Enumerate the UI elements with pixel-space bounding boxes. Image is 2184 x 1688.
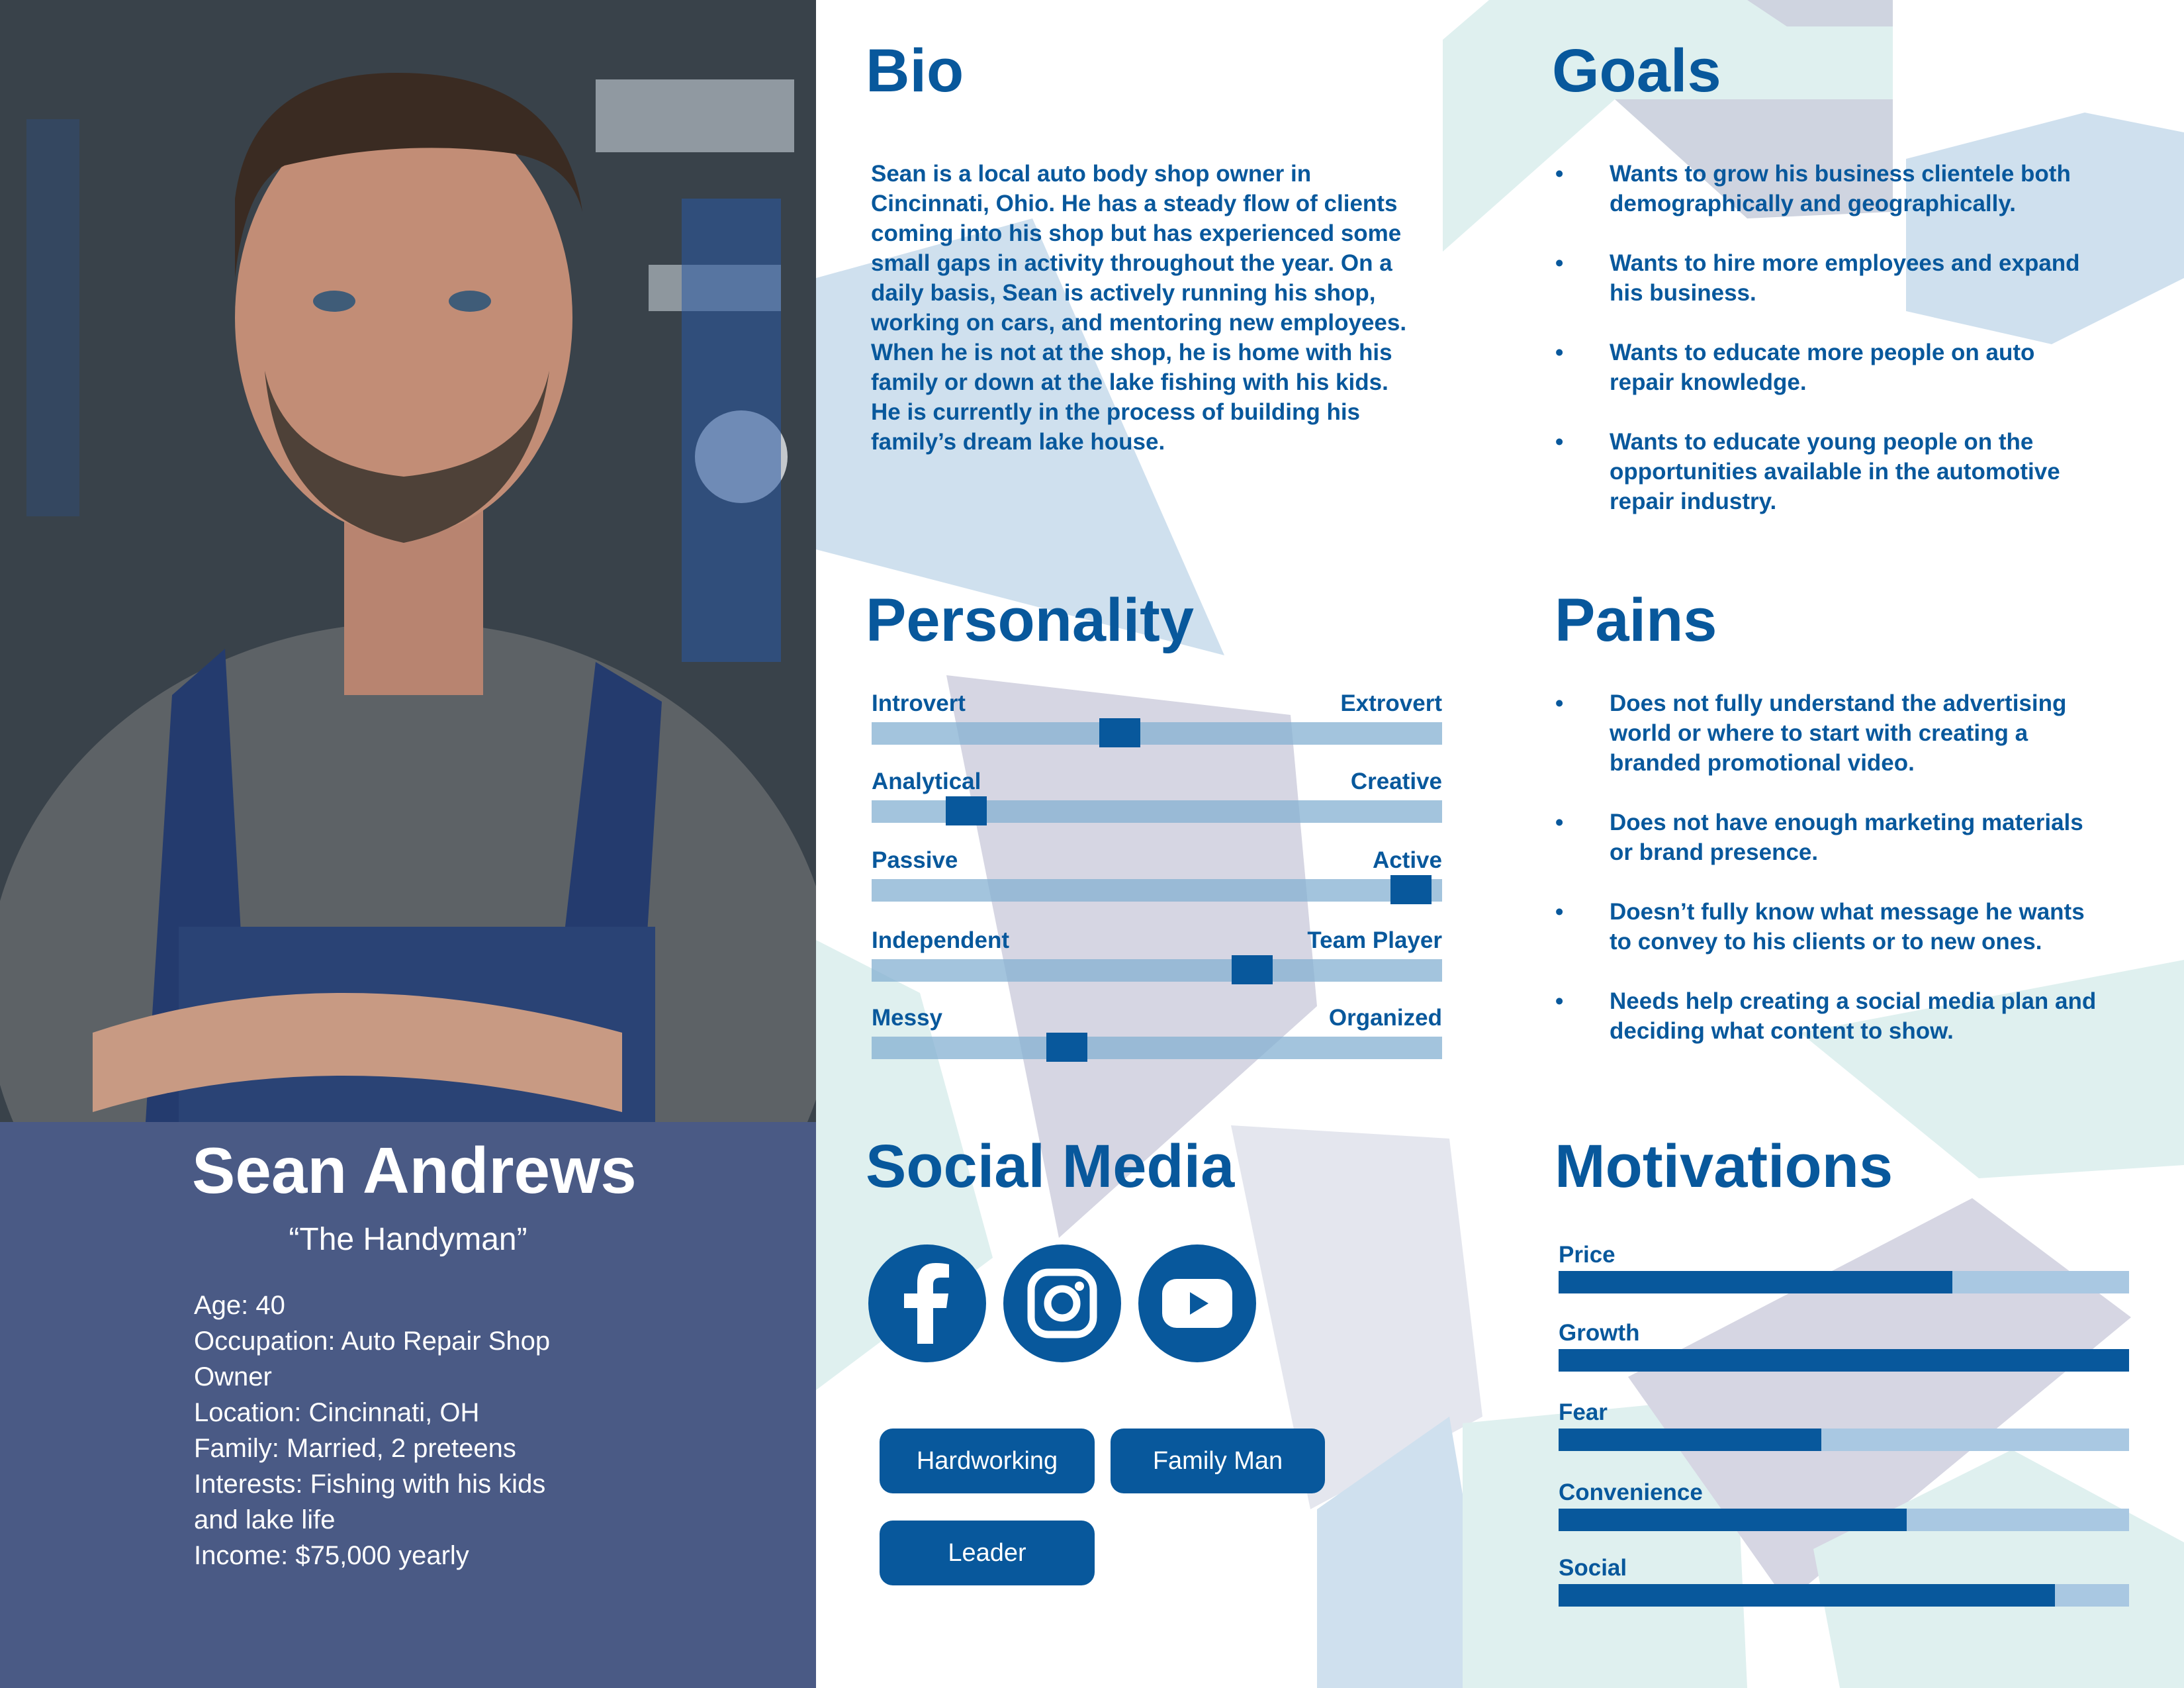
motivation-track — [1559, 1584, 2129, 1607]
trait-left-label: Messy — [872, 1005, 943, 1031]
motivation-fill — [1559, 1271, 1952, 1293]
facebook-icon[interactable] — [868, 1244, 986, 1362]
detail-line: Family: Married, 2 preteens — [194, 1434, 516, 1463]
trait-track — [872, 1037, 1442, 1059]
bio-line: working on cars, and mentoring new employees. — [871, 310, 1407, 336]
portrait-illustration — [0, 0, 816, 1122]
motivation-label: Growth — [1559, 1320, 1640, 1346]
trait-marker — [1046, 1033, 1087, 1062]
bio-line: Cincinnati, Ohio. He has a steady flow of clients — [871, 191, 1398, 216]
trait-track — [872, 959, 1442, 982]
detail-line: and lake life — [194, 1505, 336, 1534]
bio-line: coming into his shop but has experienced some — [871, 220, 1402, 246]
trait-slider — [872, 927, 1442, 994]
trait-left-label: Introvert — [872, 690, 966, 716]
list-item: • Wants to hire more employees and expand his business. — [1555, 248, 2151, 308]
trait-right-label: Active — [1372, 847, 1442, 873]
motivation-bar — [1559, 1555, 2129, 1621]
motivation-fill — [1559, 1509, 1907, 1531]
list-item: • Wants to educate young people on the opportunities available in the automotive repair industry. — [1555, 427, 2151, 516]
profile-photo — [0, 0, 816, 1122]
trait-slider — [872, 690, 1442, 757]
trait-left-label: Independent — [872, 927, 1010, 953]
pains-heading: Pains — [1555, 586, 1717, 654]
motivation-track — [1559, 1509, 2129, 1531]
motivation-label: Convenience — [1559, 1479, 1703, 1505]
trait-slider — [872, 769, 1442, 835]
bio-line: Sean is a local auto body shop owner in — [871, 161, 1312, 187]
motivation-label: Price — [1559, 1242, 1615, 1268]
motivation-bar — [1559, 1320, 2129, 1386]
motivation-fill — [1559, 1429, 1821, 1451]
motivation-track — [1559, 1349, 2129, 1372]
instagram-icon[interactable] — [1003, 1244, 1121, 1362]
list-item: • Does not fully understand the advertising world or where to start with creating a branded promotional video. — [1555, 688, 2164, 778]
tag-family-man: Family Man — [1111, 1429, 1325, 1493]
motivation-label: Social — [1559, 1555, 1627, 1581]
trait-marker — [1390, 875, 1432, 904]
trait-slider — [872, 847, 1442, 914]
trait-track — [872, 879, 1442, 902]
trait-track — [872, 722, 1442, 745]
detail-line: Occupation: Auto Repair Shop — [194, 1327, 551, 1356]
trait-marker — [946, 796, 987, 825]
trait-marker — [1232, 955, 1273, 984]
list-item: • Needs help creating a social media plan and deciding what content to show. — [1555, 986, 2164, 1046]
trait-left-label: Passive — [872, 847, 958, 873]
detail-line: Income: $75,000 yearly — [194, 1541, 469, 1570]
detail-line: Location: Cincinnati, OH — [194, 1398, 480, 1427]
list-item: • Does not have enough marketing materials or brand presence. — [1555, 808, 2164, 867]
list-item: • Wants to grow his business clientele both demographically and geographically. — [1555, 159, 2151, 218]
motivation-fill — [1559, 1584, 2055, 1607]
detail-line: Owner — [194, 1362, 272, 1391]
trait-slider — [872, 1005, 1442, 1071]
motivation-bar — [1559, 1399, 2129, 1466]
motivation-fill — [1559, 1349, 2129, 1372]
trait-marker — [1099, 718, 1140, 747]
trait-right-label: Extrovert — [1340, 690, 1442, 716]
detail-line: Interests: Fishing with his kids — [194, 1470, 546, 1499]
bio-line: family’s dream lake house. — [871, 429, 1165, 455]
list-item: • Wants to educate more people on auto repair knowledge. — [1555, 338, 2151, 397]
persona-nickname: “The Handyman” — [289, 1222, 527, 1257]
pains-list — [1555, 688, 2164, 1076]
goals-heading: Goals — [1552, 37, 1721, 105]
motivation-bar — [1559, 1242, 2129, 1308]
list-item: • Doesn’t fully know what message he wants to convey to his clients or to new ones. — [1555, 897, 2164, 957]
bio-heading: Bio — [866, 37, 964, 105]
trait-left-label: Analytical — [872, 769, 981, 794]
detail-line: Age: 40 — [194, 1291, 285, 1320]
bio-line: small gaps in activity throughout the year. On a — [871, 250, 1392, 276]
motivation-track — [1559, 1271, 2129, 1293]
trait-right-label: Creative — [1350, 769, 1442, 794]
motivation-label: Fear — [1559, 1399, 1608, 1425]
bio-line: family or down at the lake fishing with his kids. — [871, 369, 1388, 395]
bio-line: daily basis, Sean is actively running his shop, — [871, 280, 1376, 306]
bio-line: When he is not at the shop, he is home with his — [871, 340, 1392, 365]
youtube-icon[interactable] — [1138, 1244, 1256, 1362]
trait-right-label: Team Player — [1307, 927, 1442, 953]
motivations-heading: Motivations — [1555, 1133, 1893, 1200]
social-media-heading: Social Media — [866, 1133, 1235, 1200]
bio-text — [871, 159, 1453, 457]
motivation-bar — [1559, 1479, 2129, 1546]
tag-hardworking: Hardworking — [880, 1429, 1095, 1493]
personality-heading: Personality — [866, 586, 1194, 654]
tag-leader: Leader — [880, 1521, 1095, 1585]
persona-details — [194, 1288, 617, 1573]
bio-line: He is currently in the process of building his — [871, 399, 1361, 425]
trait-right-label: Organized — [1328, 1005, 1442, 1031]
motivation-track — [1559, 1429, 2129, 1451]
persona-name: Sean Andrews — [192, 1134, 637, 1207]
goals-list — [1555, 159, 2151, 546]
